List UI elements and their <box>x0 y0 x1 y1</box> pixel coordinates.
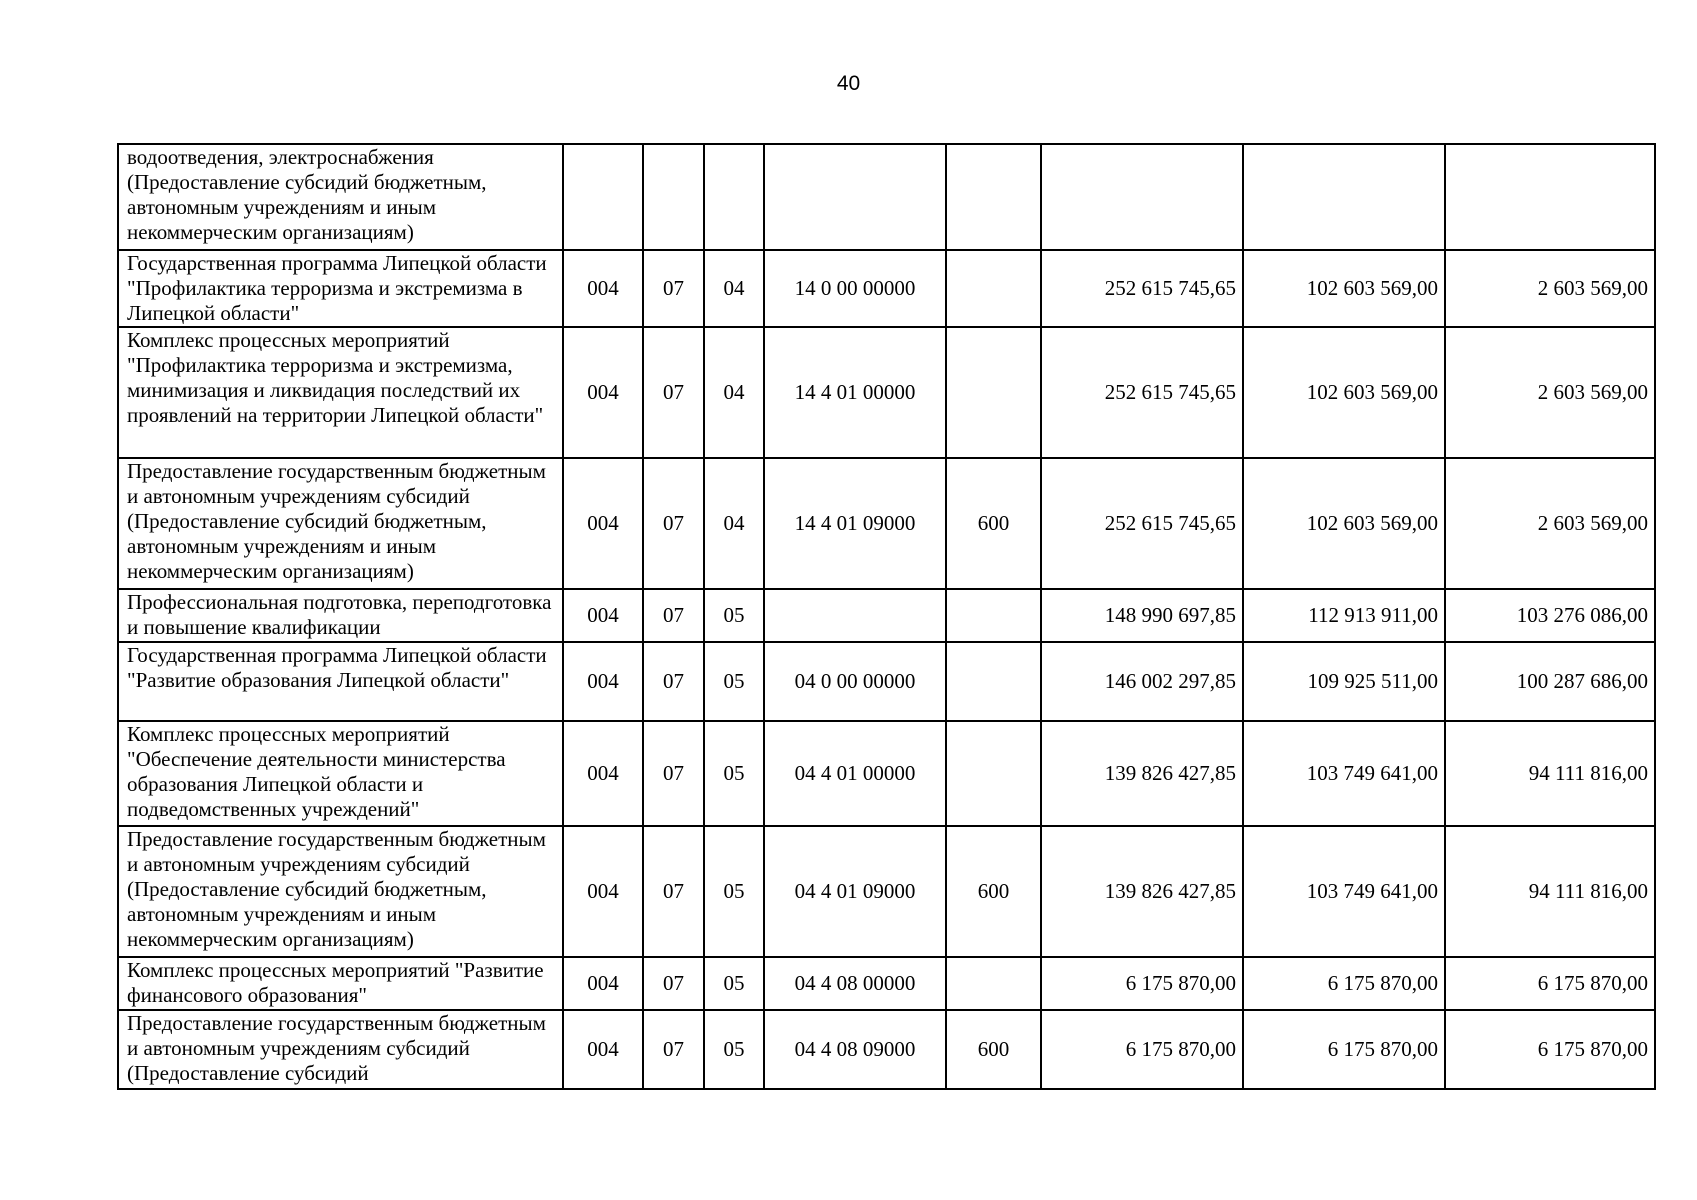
subsection-code-cell: 05 <box>704 642 764 721</box>
expense-type-cell: 600 <box>946 1010 1041 1089</box>
amount-cell-2: 102 603 569,00 <box>1243 458 1445 589</box>
expense-type-cell: 600 <box>946 458 1041 589</box>
row-name-cell: Государственная программа Липецкой области "Профилактика терроризма и экстремизма в Липецкой области" <box>118 250 563 327</box>
amount-cell-3: 2 603 569,00 <box>1445 327 1655 458</box>
amount-cell-2: 102 603 569,00 <box>1243 250 1445 327</box>
target-article-cell: 14 4 01 00000 <box>764 327 946 458</box>
section-code-cell: 07 <box>643 458 704 589</box>
admin-code-cell: 004 <box>563 327 643 458</box>
subsection-code-cell: 04 <box>704 250 764 327</box>
amount-cell-1: 252 615 745,65 <box>1041 458 1243 589</box>
section-code-cell: 07 <box>643 327 704 458</box>
target-article-cell: 04 4 08 09000 <box>764 1010 946 1089</box>
amount-cell-3: 103 276 086,00 <box>1445 589 1655 642</box>
subsection-code-cell: 05 <box>704 721 764 826</box>
target-article-cell: 04 4 08 00000 <box>764 957 946 1010</box>
admin-code-cell: 004 <box>563 458 643 589</box>
subsection-code-cell: 04 <box>704 458 764 589</box>
table-row <box>118 826 1655 957</box>
amount-cell-2: 6 175 870,00 <box>1243 957 1445 1010</box>
amount-cell-1: 148 990 697,85 <box>1041 589 1243 642</box>
amount-cell-3: 100 287 686,00 <box>1445 642 1655 721</box>
amount-cell-1: 252 615 745,65 <box>1041 327 1243 458</box>
expense-type-cell <box>946 721 1041 826</box>
section-code-cell: 07 <box>643 1010 704 1089</box>
admin-code-cell: 004 <box>563 1010 643 1089</box>
admin-code-cell: 004 <box>563 642 643 721</box>
subsection-code-cell: 04 <box>704 327 764 458</box>
table-row <box>118 327 1655 458</box>
section-code-cell: 07 <box>643 642 704 721</box>
table-row <box>118 957 1655 1010</box>
expense-type-cell <box>946 957 1041 1010</box>
admin-code-cell <box>563 144 643 250</box>
subsection-code-cell: 05 <box>704 589 764 642</box>
amount-cell-2: 103 749 641,00 <box>1243 721 1445 826</box>
expense-type-cell <box>946 250 1041 327</box>
target-article-cell: 04 4 01 09000 <box>764 826 946 957</box>
target-article-cell: 14 0 00 00000 <box>764 250 946 327</box>
admin-code-cell: 004 <box>563 589 643 642</box>
page-number: 40 <box>836 72 861 95</box>
subsection-code-cell: 05 <box>704 826 764 957</box>
table-row <box>118 1010 1655 1089</box>
table-row <box>118 250 1655 327</box>
target-article-cell <box>764 144 946 250</box>
amount-cell-1: 146 002 297,85 <box>1041 642 1243 721</box>
section-code-cell: 07 <box>643 589 704 642</box>
admin-code-cell: 004 <box>563 957 643 1010</box>
amount-cell-1: 139 826 427,85 <box>1041 826 1243 957</box>
section-code-cell: 07 <box>643 250 704 327</box>
section-code-cell <box>643 144 704 250</box>
expense-type-cell <box>946 642 1041 721</box>
amount-cell-2: 6 175 870,00 <box>1243 1010 1445 1089</box>
amount-cell-1: 6 175 870,00 <box>1041 1010 1243 1089</box>
amount-cell-2: 102 603 569,00 <box>1243 327 1445 458</box>
row-name-cell: Комплекс процессных мероприятий "Обеспечение деятельности министерства образования Липецкой области и подведомственных учреждений" <box>118 721 563 826</box>
amount-cell-2: 103 749 641,00 <box>1243 826 1445 957</box>
target-article-cell: 04 0 00 00000 <box>764 642 946 721</box>
admin-code-cell: 004 <box>563 721 643 826</box>
row-name-cell: Комплекс процессных мероприятий "Развитие финансового образования" <box>118 957 563 1010</box>
table-row <box>118 458 1655 589</box>
amount-cell-2 <box>1243 144 1445 250</box>
row-name-cell: Предоставление государственным бюджетным и автономным учреждениям субсидий (Предоставление субсидий бюджетным, автономным учреждениям и иным некоммерческим организациям) <box>118 458 563 589</box>
table-row <box>118 589 1655 642</box>
table-row <box>118 144 1655 250</box>
row-name-cell: водоотведения, электроснабжения (Предоставление субсидий бюджетным, автономным учреждениям и иным некоммерческим организациям) <box>118 144 563 250</box>
row-name-cell: Государственная программа Липецкой области "Развитие образования Липецкой области" <box>118 642 563 721</box>
subsection-code-cell: 05 <box>704 1010 764 1089</box>
subsection-code-cell <box>704 144 764 250</box>
amount-cell-3: 6 175 870,00 <box>1445 1010 1655 1089</box>
target-article-cell <box>764 589 946 642</box>
expense-type-cell <box>946 327 1041 458</box>
row-name-cell: Предоставление государственным бюджетным и автономным учреждениям субсидий (Предоставление субсидий <box>118 1010 563 1089</box>
expense-type-cell <box>946 589 1041 642</box>
admin-code-cell: 004 <box>563 826 643 957</box>
expense-type-cell <box>946 144 1041 250</box>
admin-code-cell: 004 <box>563 250 643 327</box>
amount-cell-1 <box>1041 144 1243 250</box>
row-name-cell: Комплекс процессных мероприятий "Профилактика терроризма и экстремизма, минимизация и ликвидация последствий их проявлений на территории Липецкой области" <box>118 327 563 458</box>
amount-cell-3: 94 111 816,00 <box>1445 826 1655 957</box>
amount-cell-1: 252 615 745,65 <box>1041 250 1243 327</box>
amount-cell-2: 109 925 511,00 <box>1243 642 1445 721</box>
section-code-cell: 07 <box>643 957 704 1010</box>
table-row <box>118 642 1655 721</box>
amount-cell-3: 2 603 569,00 <box>1445 458 1655 589</box>
amount-cell-3: 2 603 569,00 <box>1445 250 1655 327</box>
target-article-cell: 14 4 01 09000 <box>764 458 946 589</box>
amount-cell-3: 94 111 816,00 <box>1445 721 1655 826</box>
subsection-code-cell: 05 <box>704 957 764 1010</box>
amount-cell-2: 112 913 911,00 <box>1243 589 1445 642</box>
amount-cell-3 <box>1445 144 1655 250</box>
section-code-cell: 07 <box>643 721 704 826</box>
row-name-cell: Профессиональная подготовка, переподготовка и повышение квалификации <box>118 589 563 642</box>
amount-cell-3: 6 175 870,00 <box>1445 957 1655 1010</box>
section-code-cell: 07 <box>643 826 704 957</box>
amount-cell-1: 6 175 870,00 <box>1041 957 1243 1010</box>
amount-cell-1: 139 826 427,85 <box>1041 721 1243 826</box>
budget-table <box>117 143 1656 1090</box>
row-name-cell: Предоставление государственным бюджетным и автономным учреждениям субсидий (Предоставление субсидий бюджетным, автономным учреждениям и иным некоммерческим организациям) <box>118 826 563 957</box>
expense-type-cell: 600 <box>946 826 1041 957</box>
table-row <box>118 721 1655 826</box>
target-article-cell: 04 4 01 00000 <box>764 721 946 826</box>
